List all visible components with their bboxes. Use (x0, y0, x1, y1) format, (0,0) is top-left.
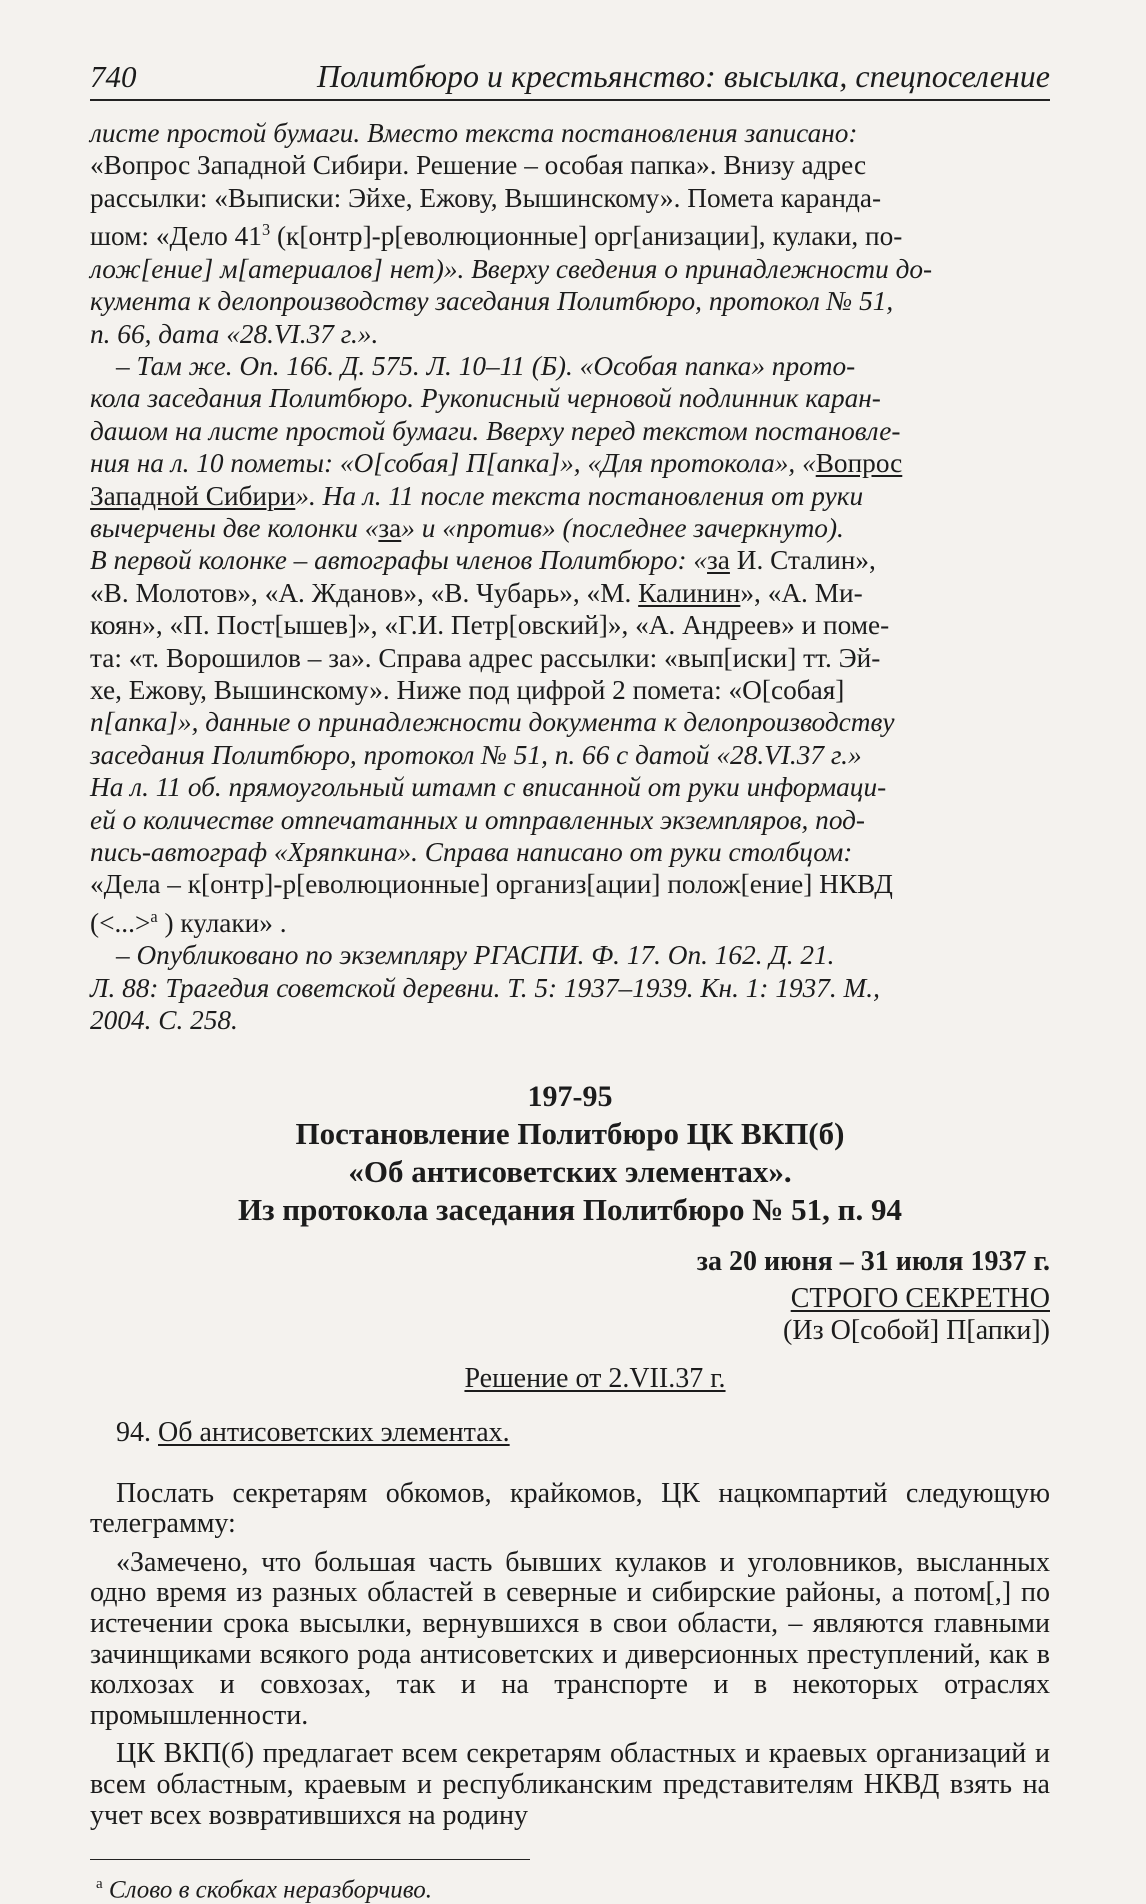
note-line: На л. 11 об. прямоугольный штамп с вписанной от руки информаци- (90, 772, 887, 803)
note-line: дашом на листе простой бумаги. Вверху перед текстом постановле- (90, 415, 901, 446)
note-line: Л. 88: Трагедия советской деревни. Т. 5: 1937–1939. Кн. 1: 1937. М., (90, 972, 880, 1003)
page-number: 740 (90, 59, 137, 94)
note-line: рассылки: «Выписки: Эйхе, Ежову, Вышинскому». Помета каранда- (90, 182, 882, 213)
note-line: п[апка]», данные о принадлежности документа к делопроизводству (90, 707, 895, 738)
running-header (90, 58, 1050, 101)
note-line: ей о количестве отпечатанных и отправленных экземпляров, под- (90, 804, 866, 835)
date-range: за 20 июня – 31 июля 1937 г. (696, 1245, 1050, 1277)
agenda-item (90, 1417, 1050, 1449)
note-line: – Опубликовано по экземпляру РГАСПИ. Ф. 17. Оп. 162. Д. 21. (116, 940, 835, 971)
paragraph: Послать секретарям обкомов, крайкомов, ЦК нацкомпартий следующую телеграмму: (90, 1477, 1050, 1540)
document-heading (90, 1079, 1050, 1229)
item-title: Об антисоветских элементах. (158, 1416, 510, 1448)
note-line: «Дела – к[онтр]-р[еволюционные] организ[ации] полож[ение] НКВД (90, 869, 893, 900)
note-line: листе простой бумаги. Вместо текста постановления записано: (90, 118, 858, 148)
decision-date: Решение от 2.VII.37 г. (464, 1362, 726, 1394)
footnote-divider (90, 1859, 530, 1860)
footnote-marker: а (96, 1876, 103, 1893)
note-line: 2004. С. 258. (90, 1005, 238, 1036)
note-line: кумента к делопроизводству заседания Политбюро, протокол № 51, (90, 286, 894, 317)
footnote: $^а$ Слово в скобках неразборчиво. (96, 1876, 433, 1904)
note-line: – Там же. Оп. 166. Д. 575. Л. 10–11 (Б). «Особая папка» прото- (116, 350, 856, 381)
note-line: «В. Молотов», «А. Жданов», «В. Чубарь», «М. Калинин», «А. Ми- (90, 577, 863, 608)
note-line: (<...>$^а$ ) кулаки» . (90, 906, 287, 938)
note-line: В первой колонке – автографы членов Политбюро: «за И. Сталин», (90, 545, 876, 576)
note-line: коян», «П. Пост[ышев]», «Г.И. Петр[овский]», «А. Андреев» и поме- (90, 610, 890, 641)
note-line: ния на л. 10 пометы: «О[собая] П[апка]», «Для протокола», «Вопрос (90, 448, 903, 479)
note-line: Западной Сибири». На л. 11 после текста постановления от руки (90, 480, 864, 511)
note-line: хе, Ежову, Вышинскому». Ниже под цифрой 2 помета: «О[собая] (90, 675, 845, 705)
classification: СТРОГО СЕКРЕТНО (790, 1282, 1050, 1314)
classification-stamp (90, 1283, 1050, 1347)
running-title: Политбюро и крестьянство: высылка, спецпоселение (316, 58, 1050, 94)
note-line: вычерчены две колонки «за» и «против» (последнее зачеркнуто). (90, 512, 844, 543)
note-line: кола заседания Политбюро. Рукописный черновой подлинник каран- (90, 383, 881, 414)
note-line: та: «т. Ворошилов – за». Справа адрес рассылки: «вып[иски] тт. Эй- (90, 642, 881, 673)
note-line: лож[ение] м[атериалов] нет)». Вверху сведения о принадлежности до- (90, 253, 933, 284)
item-number: 94. (116, 1416, 151, 1448)
document-title-line: Постановление Политбюро ЦК ВКП(б) (295, 1115, 845, 1151)
folder-note: (Из О[собой] П[апки]) (783, 1314, 1050, 1346)
superscript: 3 (261, 220, 271, 240)
note-line: пись-автограф «Хряпкина». Справа написано от руки столбцом: (90, 837, 853, 868)
document-number: 197-95 (527, 1079, 613, 1113)
paragraph: ЦК ВКП(б) предлагает всем секретарям областных и краевых организаций и всем областным, краевым и республиканским представителям НКВД взять на учет всех возвратившихся на родину (90, 1738, 1050, 1831)
archival-note (90, 117, 1050, 1037)
resolution-text (90, 1479, 1050, 1832)
document-title-line: Из протокола заседания Политбюро № 51, п. 94 (237, 1191, 903, 1227)
note-line: заседания Политбюро, протокол № 51, п. 66 с датой «28.VI.37 г.» (90, 739, 862, 770)
note-line: «Вопрос Западной Сибири. Решение – особая папка». Внизу адрес (90, 150, 867, 181)
document-title-line: «Об антисоветских элементах». (348, 1153, 792, 1189)
footnote-ref: а (150, 906, 158, 926)
note-line: п. 66, дата «28.VI.37 г.». (90, 318, 379, 349)
paragraph: «Замечено, что большая часть бывших кулаков и уголовников, высланных одно время из разных областей в северные и сибирские районы, а потом[,] по истечении срока высылки, вернувшихся в свои области, – являются главными зачинщиками всякого рода антисоветских и диверсионных преступлений, как в колхозах и совхозах, так и на транспорте и в некоторых отраслях промышленности. (90, 1546, 1050, 1731)
note-line: шом: «Дело $41^3$ (к[онтр]-р[еволюционные] орг[анизации], кулаки, по- (90, 220, 903, 252)
